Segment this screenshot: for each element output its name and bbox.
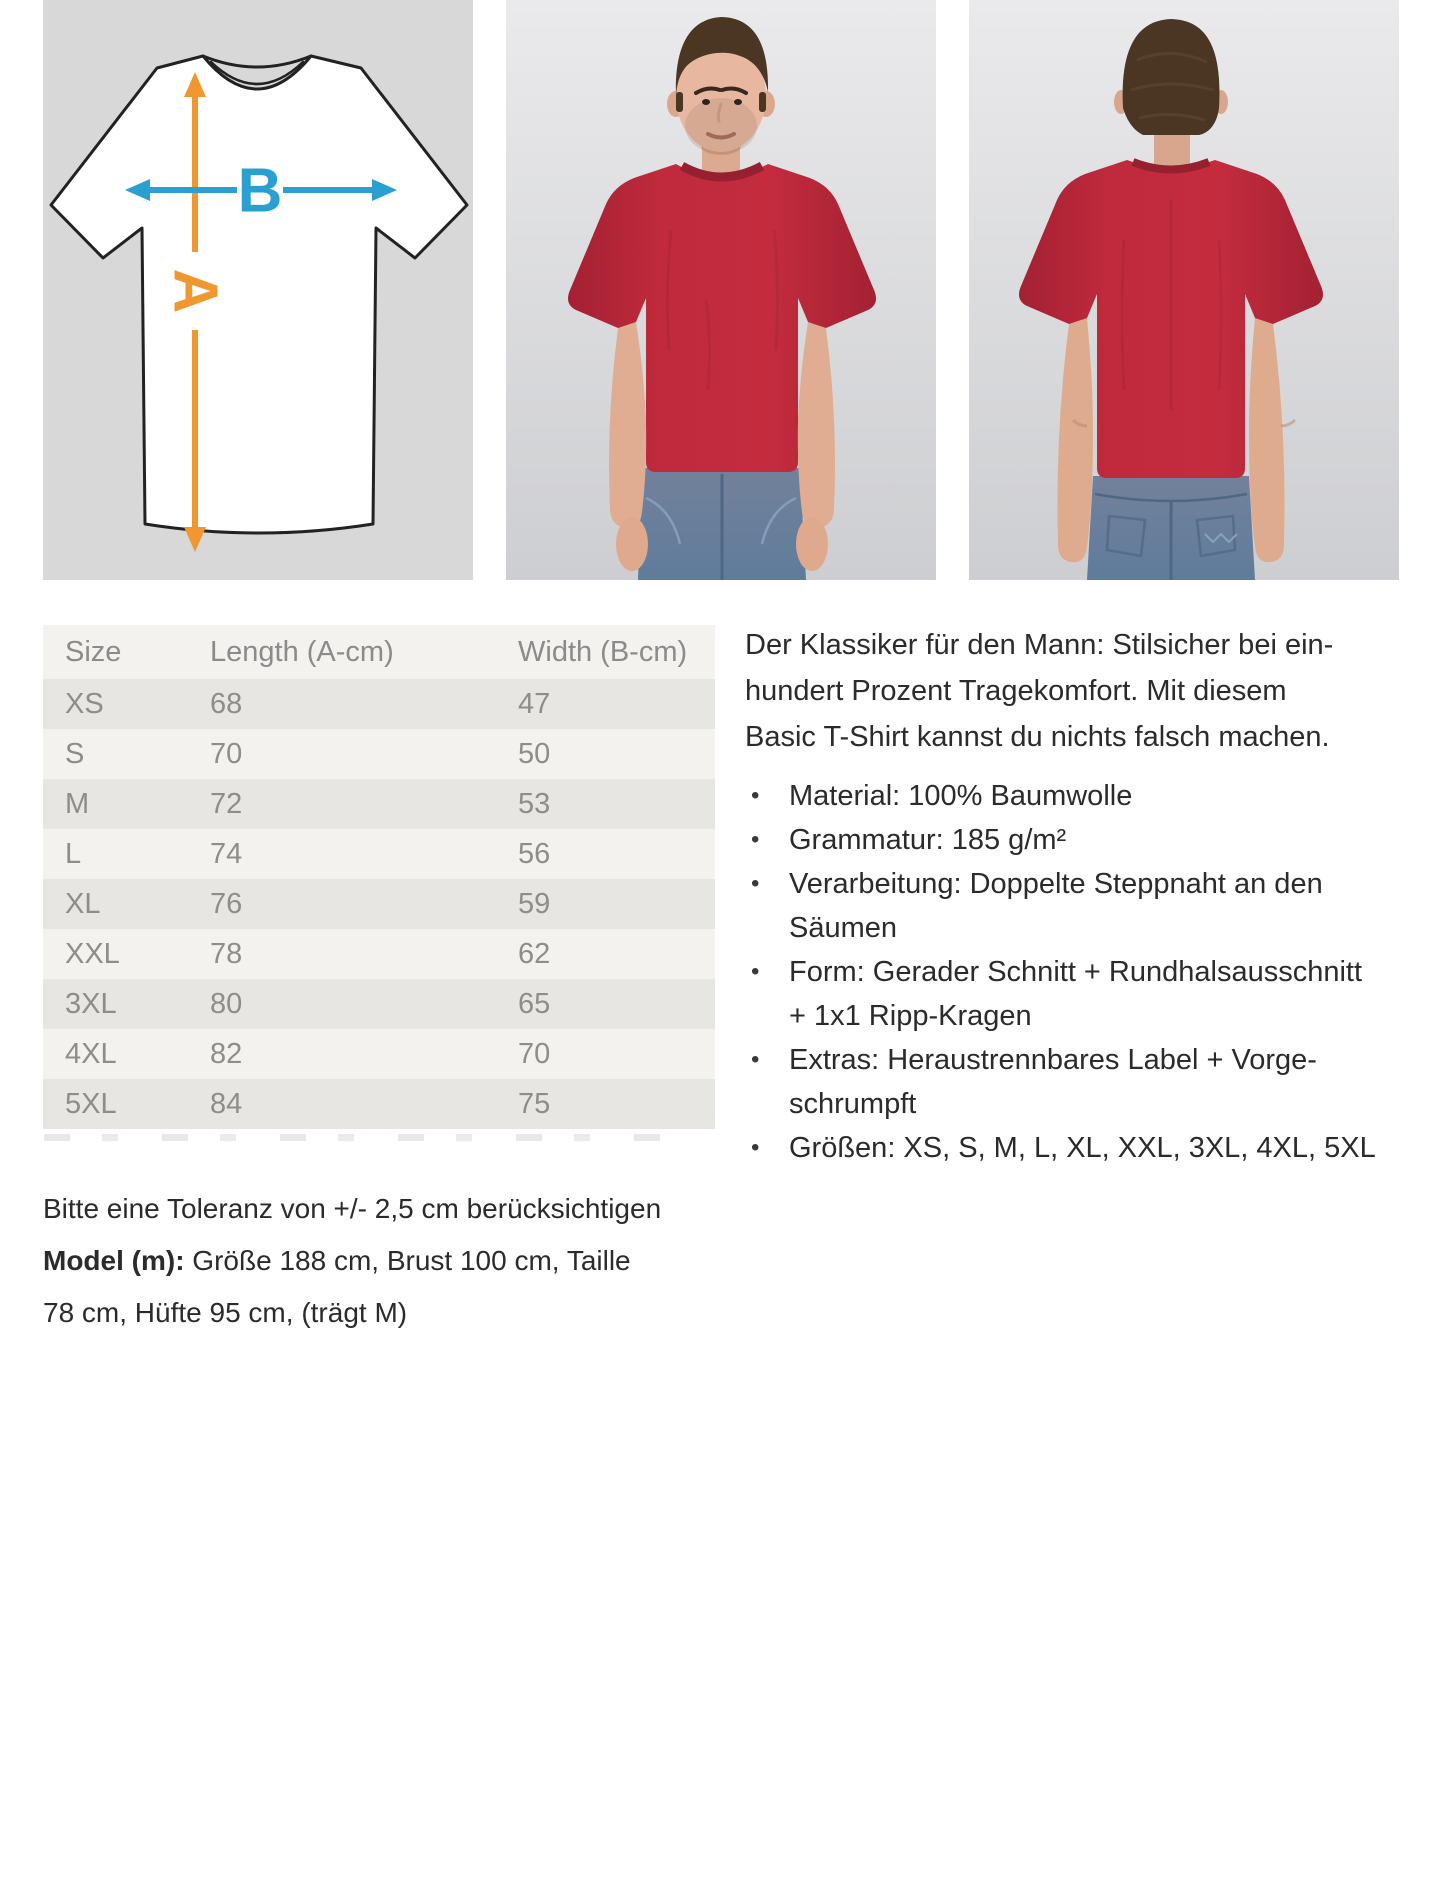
table-cell-width: 56 (518, 837, 551, 870)
product-image-gallery (43, 0, 1399, 580)
table-cell-size: 3XL (65, 987, 117, 1020)
column-header-length: Length (A-cm) (210, 635, 394, 668)
paragraph-line: Der Klassiker für den Mann: Stilsicher bei ein- (745, 629, 1334, 661)
measurement-notes (43, 1183, 733, 1339)
table-cell-width: 65 (518, 987, 551, 1020)
table-cell-length: 76 (210, 887, 243, 920)
table-cell-length: 72 (210, 787, 243, 820)
diagram-label-a: A (160, 268, 230, 314)
model-front-photo (506, 0, 936, 580)
table-cell-width: 62 (518, 937, 551, 970)
model-note-line1: Model (m): Größe 188 cm, Brust 100 cm, Taille (43, 1245, 631, 1276)
table-row (43, 979, 715, 1029)
table-cell-width: 75 (518, 1087, 551, 1120)
bullet-text: Verarbeitung: Doppelte Steppnaht an den Säumen (789, 868, 1323, 944)
table-cell-size: 4XL (65, 1037, 117, 1070)
bullet-item (745, 862, 1443, 950)
model-note-line2: 78 cm, Hüfte 95 cm, (trägt M) (43, 1297, 408, 1328)
back-hair (1123, 19, 1220, 135)
description-paragraph (745, 622, 1443, 760)
front-jeans (638, 468, 806, 580)
bullet-dot-icon: • (751, 958, 760, 985)
model-back-photo (969, 0, 1399, 580)
table-cell-width: 53 (518, 787, 551, 820)
description-bullets (745, 774, 1443, 1170)
size-table (43, 625, 715, 1129)
table-row (43, 1029, 715, 1079)
table-cell-width: 47 (518, 687, 551, 720)
bullet-item (745, 818, 1443, 862)
back-jeans (1087, 476, 1255, 580)
size-table-rows (43, 679, 715, 1129)
bullet-text: Form: Gerader Schnitt + Rundhalsausschnitt + 1x1 Ripp-Kragen (789, 956, 1363, 1032)
product-description (745, 622, 1443, 1170)
table-cell-length: 74 (210, 837, 243, 870)
table-cell-length: 82 (210, 1037, 243, 1070)
tolerance-note: Bitte eine Toleranz von +/- 2,5 cm berücksichtigen (43, 1193, 662, 1224)
bullet-dot-icon: • (751, 782, 760, 809)
table-cell-length: 80 (210, 987, 243, 1020)
bullet-item (745, 774, 1443, 818)
model-note-label: Model (m): (43, 1245, 185, 1276)
size-diagram-panel (43, 0, 473, 580)
paragraph-line: Basic T-Shirt kannst du nichts falsch machen. (745, 721, 1330, 753)
diagram-label-b: B (237, 156, 283, 226)
bullet-text: Extras: Heraustrennbares Label + Vorge- schrumpft (789, 1044, 1317, 1120)
size-diagram-illustration (43, 0, 473, 580)
table-cell-length: 70 (210, 737, 243, 770)
bullet-dot-icon: • (751, 1046, 760, 1073)
table-row (43, 1079, 715, 1129)
table-cell-size: S (65, 737, 85, 770)
paragraph-line: hundert Prozent Tragekomfort. Mit diesem (745, 675, 1287, 707)
column-header-width: Width (B-cm) (518, 635, 688, 668)
bullet-text: Größen: XS, S, M, L, XL, XXL, 3XL, 4XL, 5XL (789, 1132, 1376, 1164)
table-cell-size: XXL (65, 937, 120, 970)
bullet-item (745, 1126, 1443, 1170)
model-front-illustration (506, 0, 936, 580)
column-header-size: Size (65, 635, 122, 668)
cropped-table-row-artifact (44, 1134, 670, 1141)
table-row (43, 779, 715, 829)
table-cell-length: 68 (210, 687, 243, 720)
table-cell-size: XS (65, 687, 104, 720)
bullet-text: Material: 100% Baumwolle (789, 780, 1133, 812)
model-back-illustration (969, 0, 1399, 580)
table-row (43, 679, 715, 729)
table-cell-size: M (65, 787, 90, 820)
table-row (43, 879, 715, 929)
bullet-text: Grammatur: 185 g/m² (789, 824, 1067, 856)
table-cell-width: 70 (518, 1037, 551, 1070)
bullet-dot-icon: • (751, 870, 760, 897)
bullet-dot-icon: • (751, 826, 760, 853)
bullet-item (745, 950, 1443, 1038)
table-cell-length: 84 (210, 1087, 243, 1120)
table-cell-size: L (65, 837, 82, 870)
table-cell-size: XL (65, 887, 101, 920)
table-cell-width: 59 (518, 887, 551, 920)
table-row (43, 929, 715, 979)
table-row (43, 729, 715, 779)
table-cell-width: 50 (518, 737, 551, 770)
table-cell-size: 5XL (65, 1087, 117, 1120)
bullet-dot-icon: • (751, 1134, 760, 1161)
table-row (43, 829, 715, 879)
bullet-item (745, 1038, 1443, 1126)
table-cell-length: 78 (210, 937, 243, 970)
size-table-header-row (43, 625, 715, 679)
